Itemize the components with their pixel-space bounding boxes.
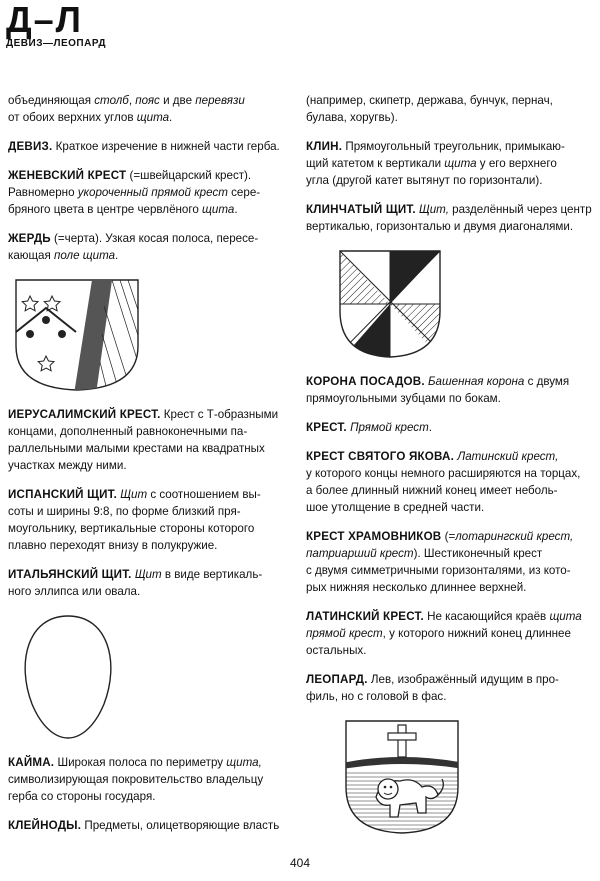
page-letter-range: Д–Л: [6, 0, 83, 40]
entry-krest-svyatogo-yakova: КРЕСТ СВЯТОГО ЯКОВА. Латинский крест, у которого концы немного расширяются на торцах, а более длинный нижний конец имеет неболь- шое утолщение в средней части.: [306, 450, 581, 514]
entry-latinsky-krest: ЛАТИНСКИЙ КРЕСТ. Не касающийся краёв щита прямой крест, у которого нижний конец длиннее остальных.: [306, 610, 582, 657]
entry-krest: КРЕСТ. Прямой крест.: [306, 421, 432, 434]
entry-deviz: ДЕВИЗ. Краткое изречение в нижней части герба.: [8, 140, 280, 153]
entry-zhenevsky-krest: ЖЕНЕВСКИЙ КРЕСТ (=швейцарский крест). Равномерно укороченный прямой крест сере- бряного цвета в центре червлёного щита.: [8, 169, 261, 216]
left-column: [8, 92, 298, 846]
entry-zherd: ЖЕРДЬ (=черта). Узкая косая полоса, пересе- кающая поле щита.: [8, 232, 259, 262]
right-column: [306, 92, 596, 849]
entry-korona-posadov: КОРОНА ПОСАДОВ. Башенная корона с двумя прямоугольными зубцами по бокам.: [306, 375, 570, 405]
entry-kleinody-continuation: (например, скипетр, держава, бунчук, пернач, булава, хоругвь).: [306, 94, 553, 124]
entry-ispansky-shchit: ИСПАНСКИЙ ЩИТ. Щит с соотношением вы- соты и ширины 9:8, по форме близкий пря- моугольнику, вертикальные стороны которого плавно переходят внизу в полукружие.: [8, 488, 261, 552]
entry-continuation: объединяющая столб, пояс и две перевязи от обоих верхних углов щита.: [8, 94, 245, 124]
entry-leopard: ЛЕОПАРД. Лев, изображённый идущим в про- филь, но с головой в фас.: [306, 673, 559, 703]
entry-klin: КЛИН. Прямоугольный треугольник, примыкаю- щий катетом к вертикали щита у его верхнего угла (другой катет вытянут по горизонтали).: [306, 140, 565, 187]
zherd-shield-illustration: [8, 276, 298, 394]
page-entry-range: ДЕВИЗ—ЛЕОПАРД: [6, 38, 107, 49]
entry-krest-hramovnikov: КРЕСТ ХРАМОВНИКОВ (=лотарингский крест, патриарший крест). Шестиконечный крест с двумя симметричными горизонталями, из кото- рых нижняя несколько длиннее верхней.: [306, 530, 574, 594]
entry-italyansky-shchit: ИТАЛЬЯНСКИЙ ЩИТ. Щит в виде вертикаль- ного эллипса или овала.: [8, 568, 263, 598]
leopard-shield-illustration: [342, 717, 596, 837]
entry-kleinody: КЛЕЙНОДЫ. Предметы, олицетворяющие власть: [8, 819, 280, 832]
entry-klinchaty-shchit: КЛИНЧАТЫЙ ЩИТ. Щит, разделённый через центр вертикалью, горизонталью и двумя диагоналями.: [306, 203, 592, 233]
entry-kaima: КАЙМА. Широкая полоса по периметру щита, символизирующая покровительство владельцу герба со стороны государя.: [8, 756, 264, 803]
klinchaty-shield-illustration: [336, 247, 596, 361]
italian-shield-illustration: [8, 612, 298, 742]
entry-ierusalimsky-krest: ИЕРУСАЛИМСКИЙ КРЕСТ. Крест с Т-образными концами, дополненный равноконечными па- раллельными малыми крестами на квадратных участках между ними.: [8, 408, 279, 472]
page-number: 404: [289, 856, 311, 870]
